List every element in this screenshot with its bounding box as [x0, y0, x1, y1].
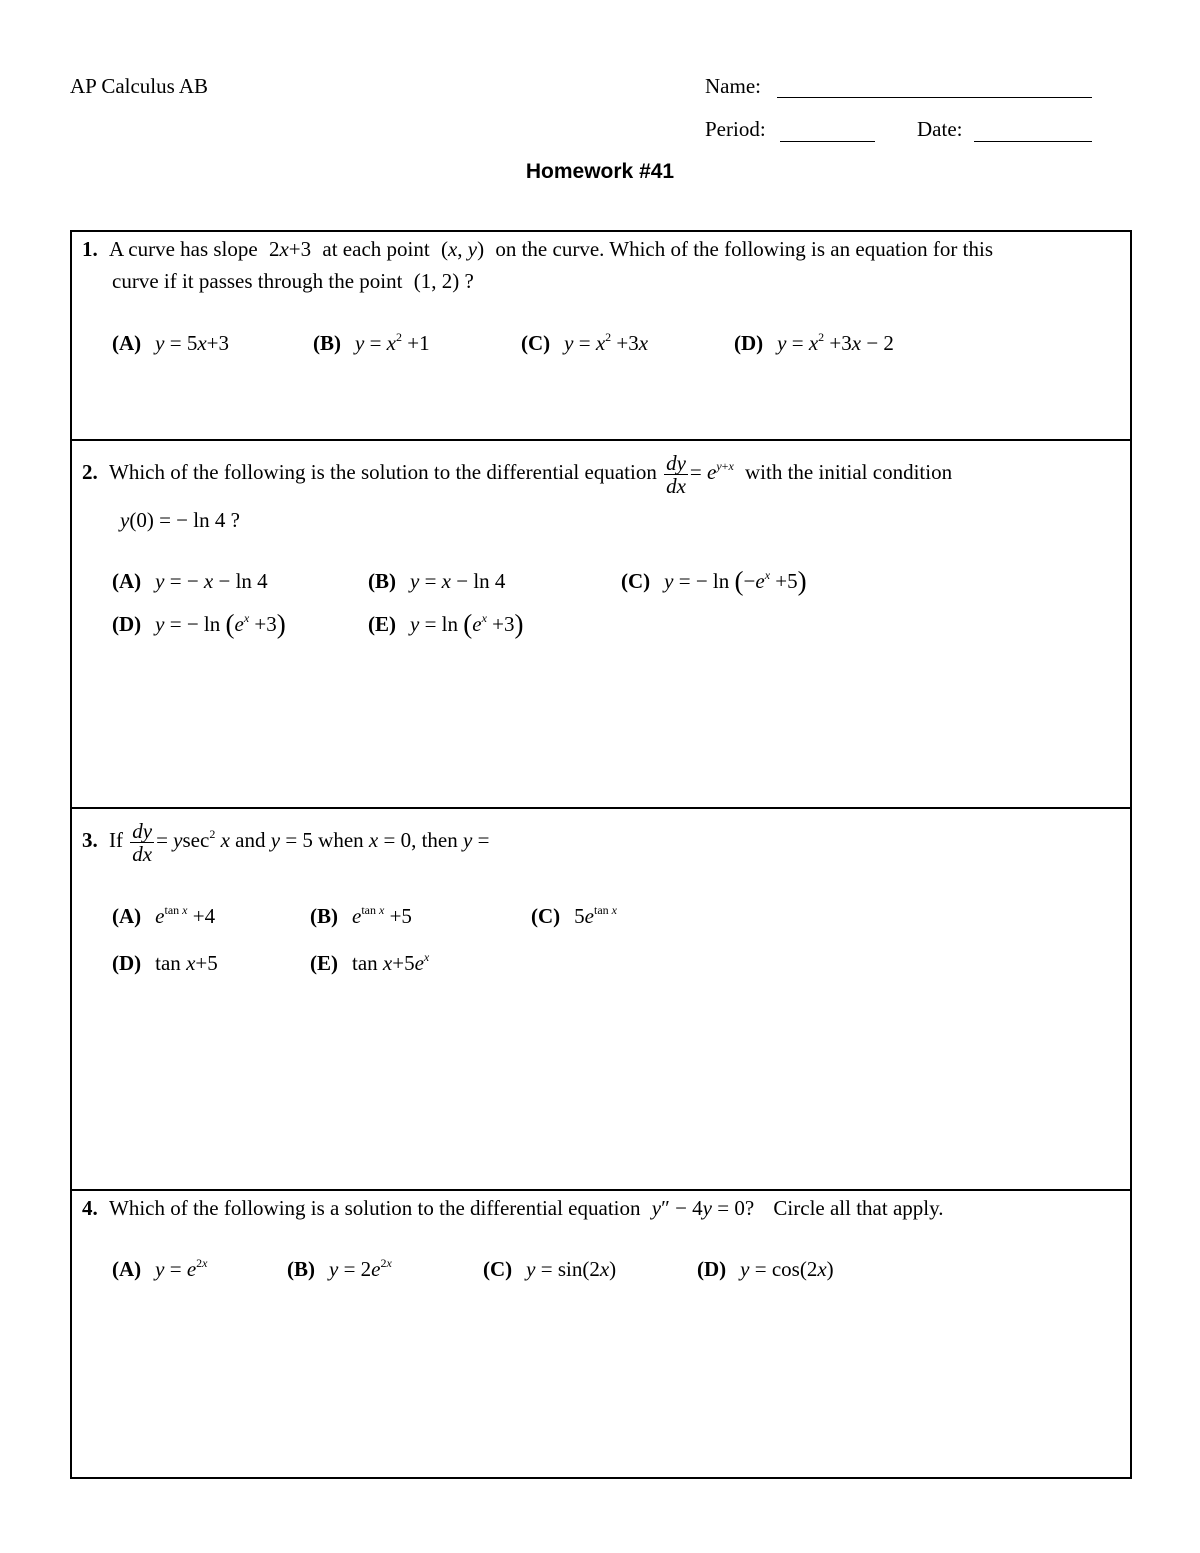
page-title: Homework #41 [525, 160, 675, 183]
answer-choice[interactable]: (D) $y = x^2 +3x - 2$ [734, 330, 894, 355]
answer-choice[interactable]: (B) $e^{tan x} +5$ [310, 903, 412, 928]
dy-dx-fraction: $\frac{dy}{dx}$ [666, 450, 686, 498]
question-4-stem: 4. Which of the following is a solution to the differential equation y″ − 4y = 0? Circle all that apply. [82, 1196, 944, 1220]
answer-choice[interactable]: (C) y = − $\ln (-e^x +5)$ [621, 566, 807, 596]
name-field[interactable] [777, 97, 1092, 98]
answer-choice[interactable]: (D) tan x+5 [112, 951, 218, 975]
date-field[interactable] [974, 141, 1092, 142]
answer-choice[interactable]: (C) y = sin(2x) [483, 1257, 617, 1281]
answer-choice[interactable]: (C) $5e^{tan x}$ [531, 903, 617, 928]
question-4-box [70, 1189, 1132, 1479]
answer-choice[interactable]: (A) y = − x − ln 4 [112, 569, 268, 593]
answer-choice[interactable]: (D) y = − $\ln (e^x +3)$ [112, 609, 286, 639]
date-label: Date: [917, 117, 963, 141]
question-1-stem: 1. A curve has slope 2x+3 at each point (x, y) on the curve. Which of the following is an equation for this [82, 237, 994, 261]
answer-choice[interactable]: (B) $y = 2e^{2x}$ [287, 1256, 392, 1281]
answer-choice[interactable]: (D) y = cos(2x) [697, 1257, 834, 1281]
question-2-stem-line2: y(0) = − ln 4 ? [120, 508, 240, 532]
question-number: 3. [82, 828, 98, 852]
answer-choice[interactable]: (B) y = x − ln 4 [368, 569, 506, 593]
question-2-stem: 2. Which of the following is the solution to the differential equation $\frac{dy}{dx}$ = $e^{y+x}$ with the initial condition [82, 450, 953, 498]
answer-choice[interactable]: (C) $y = x^2 +3x$ [521, 330, 649, 355]
period-field[interactable] [780, 141, 875, 142]
answer-choice[interactable]: (E) $y = \ln (e^x +3)$ [368, 609, 524, 639]
period-label: Period: [705, 117, 766, 141]
answer-choice[interactable]: (A) $e^{tan x} +4$ [112, 903, 216, 928]
question-number: 4. [82, 1196, 98, 1220]
answer-choice[interactable]: (A) $y = e^{2x}$ [112, 1256, 208, 1281]
answer-choice[interactable]: (A) y = 5x+3 [112, 331, 229, 355]
answer-choice[interactable]: (B) $y = x^2 +1$ [313, 330, 430, 355]
question-number: 2. [82, 460, 98, 484]
dy-dx-fraction: $\frac{dy}{dx}$ [132, 818, 153, 866]
question-number: 1. [82, 237, 98, 261]
question-3-stem: 3. If $\frac{dy}{dx}$ = ysec$^2$ x and y = 5 when x = 0, then y = [82, 818, 490, 866]
name-label: Name: [705, 74, 761, 98]
question-1-stem-line2: curve if it passes through the point (1, 2) ? [112, 269, 474, 293]
course-title: AP Calculus AB [70, 74, 209, 98]
answer-choice[interactable]: (E) $\tan x+5e^x$ [310, 950, 430, 975]
